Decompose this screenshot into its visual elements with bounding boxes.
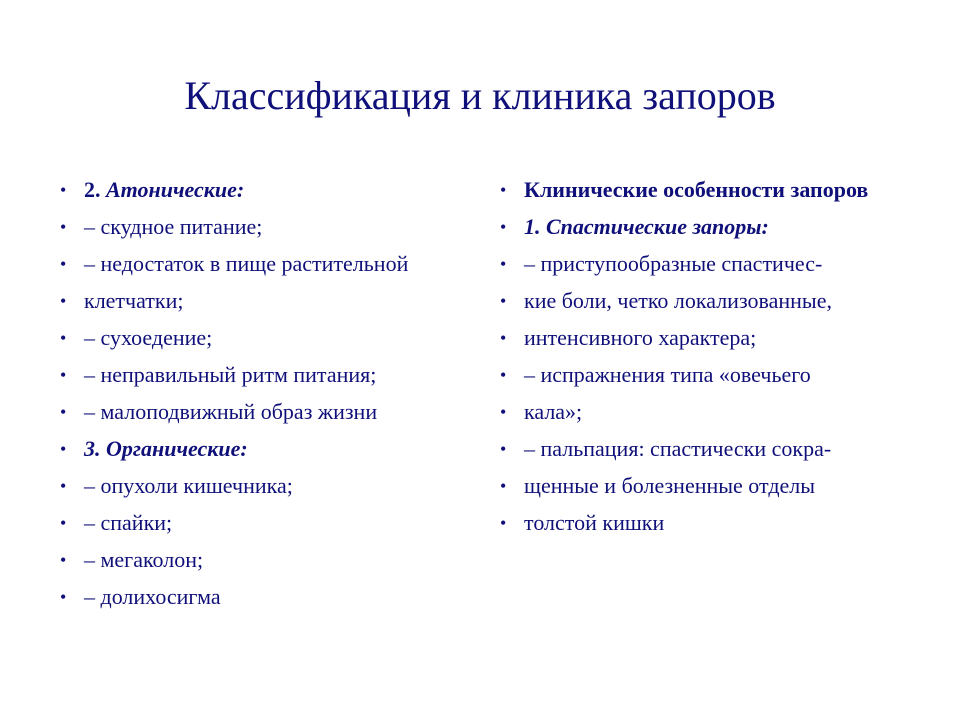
list-item xyxy=(500,360,920,390)
list-item-subheading xyxy=(500,212,920,242)
list-item-text: – опухоли кишечника; xyxy=(84,473,293,498)
list-item xyxy=(500,286,920,316)
list-item-text: клетчатки; xyxy=(84,288,184,313)
list-item-heading xyxy=(60,175,460,205)
bullet-icon: • xyxy=(60,365,67,385)
list-item xyxy=(60,582,460,612)
list-item xyxy=(500,508,920,538)
list-item-text: – скудное питание; xyxy=(84,214,263,239)
bullet-icon: • xyxy=(60,180,67,200)
bullet-icon: • xyxy=(60,291,67,311)
list-item-text: – приступообразные спастичес- xyxy=(524,251,823,276)
left-column xyxy=(60,175,460,619)
bullet-icon: • xyxy=(500,180,507,200)
bullet-icon: • xyxy=(60,550,67,570)
list-item-text: – испражнения типа «овечьего xyxy=(524,362,811,387)
subheading-text: 1. Спастические запоры: xyxy=(524,214,769,239)
list-item-text: – долихосигма xyxy=(84,584,221,609)
list-item-text: – недостаток в пище растительной xyxy=(84,251,409,276)
bullet-icon: • xyxy=(60,587,67,607)
bullet-icon: • xyxy=(500,402,507,422)
bullet-icon: • xyxy=(500,365,507,385)
list-item xyxy=(500,249,920,279)
heading-text: Клинические особенности запоров xyxy=(524,177,869,202)
list-item xyxy=(500,397,920,427)
heading-number: 2. xyxy=(84,177,101,202)
bullet-icon: • xyxy=(60,402,67,422)
list-item-text: – малоподвижный образ жизни xyxy=(84,399,378,424)
list-item xyxy=(60,471,460,501)
bullet-icon: • xyxy=(500,328,507,348)
list-item-text: – неправильный ритм питания; xyxy=(84,362,377,387)
bullet-icon: • xyxy=(500,439,507,459)
subheading-text: 3. Органические: xyxy=(84,436,248,461)
list-item-text: толстой кишки xyxy=(524,510,665,535)
list-item-text: кие боли, четко локализованные, xyxy=(524,288,832,313)
bullet-icon: • xyxy=(60,476,67,496)
bullet-icon: • xyxy=(500,513,507,533)
list-item xyxy=(60,397,460,427)
list-item xyxy=(60,323,460,353)
list-item xyxy=(60,212,460,242)
list-item-text: щенные и болезненные отделы xyxy=(524,473,816,498)
right-column xyxy=(500,175,920,545)
bullet-icon: • xyxy=(60,328,67,348)
slide-title: Классификация и клиника запоров xyxy=(184,73,776,118)
heading-text: Атонические: xyxy=(100,177,245,202)
bullet-icon: • xyxy=(500,476,507,496)
list-item-heading xyxy=(500,175,920,205)
list-item xyxy=(60,508,460,538)
list-item xyxy=(500,323,920,353)
list-item-text: – сухоедение; xyxy=(84,325,213,350)
list-item xyxy=(500,434,920,464)
list-item-text: – спайки; xyxy=(84,510,173,535)
list-item-text: интенсивного характера; xyxy=(524,325,757,350)
bullet-icon: • xyxy=(500,217,507,237)
list-item-subheading xyxy=(60,434,460,464)
bullet-icon: • xyxy=(60,439,67,459)
bullet-icon: • xyxy=(60,513,67,533)
list-item-text: – мегаколон; xyxy=(84,547,204,572)
list-item-text: кала»; xyxy=(524,399,583,424)
list-item xyxy=(500,471,920,501)
list-item xyxy=(60,545,460,575)
list-item xyxy=(60,360,460,390)
bullet-icon: • xyxy=(500,291,507,311)
list-item xyxy=(60,286,460,316)
list-item-text: – пальпация: спастически сокра- xyxy=(524,436,832,461)
bullet-icon: • xyxy=(60,254,67,274)
bullet-icon: • xyxy=(500,254,507,274)
bullet-icon: • xyxy=(60,217,67,237)
list-item xyxy=(60,249,460,279)
